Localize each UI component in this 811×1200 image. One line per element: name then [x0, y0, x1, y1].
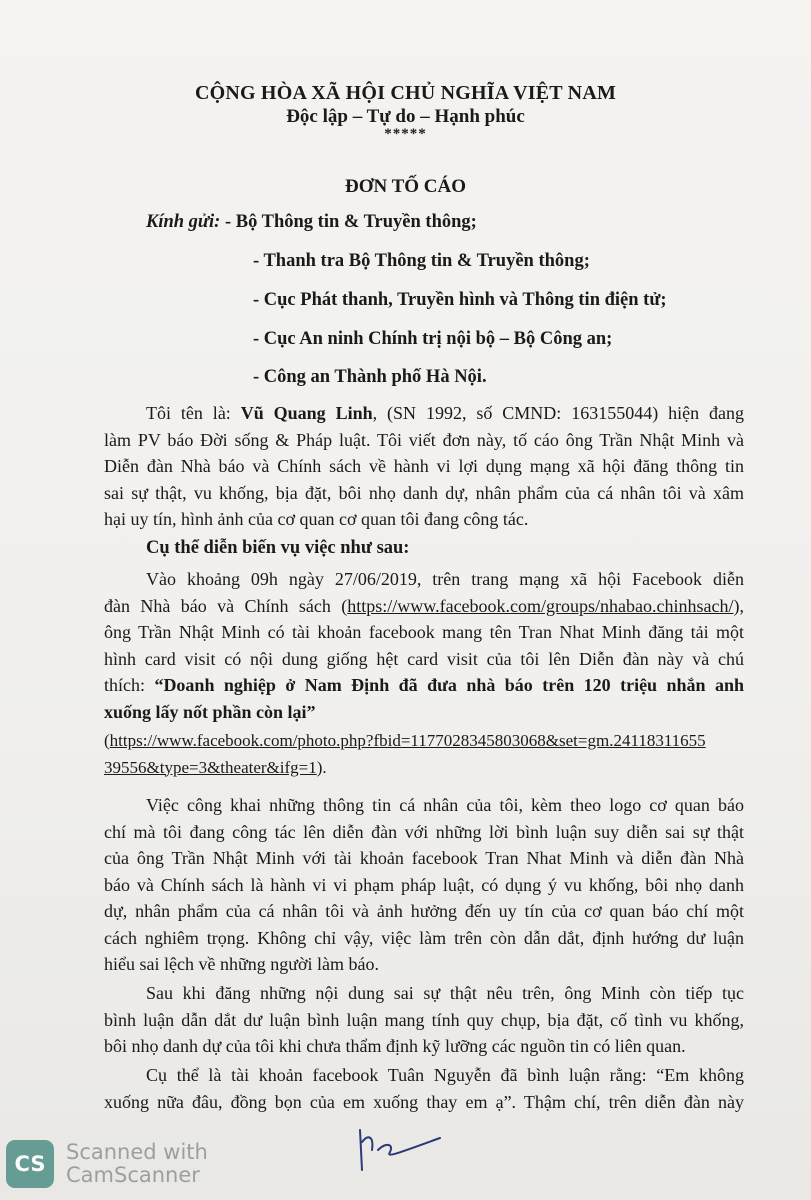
section-heading: Cụ thể diễn biến vụ việc như sau:: [146, 538, 410, 558]
paragraph-example: Cụ thể là tài khoản facebook Tuân Nguyễn đã bình luận rằng: “Em không xuống nữa đâu, đồng bọn của em xuống thay em ạ”. Thậm chí, trên diễn đàn này: [104, 1065, 744, 1112]
recipient-item: - Thanh tra Bộ Thông tin & Truyền thông;: [253, 251, 590, 271]
recipient-item: - Cục Phát thanh, Truyền hình và Thông tin điện tử;: [253, 290, 667, 310]
paragraph-comments: Sau khi đăng những nội dung sai sự thật nêu trên, ông Minh còn tiếp tục bình luận dẫn dắt dư luận bình luận mang tính quy chụp, bịa đặt, cố tình vu khống, bôi nhọ danh dự của tôi khi chưa thẩm định kỹ lưỡng các nguồn tin có liên quan.: [104, 983, 744, 1056]
quoted-caption: “Doanh nghiệp ở Nam Định đã đưa nhà báo trên 120 triệu nhắn anh: [154, 675, 744, 695]
facebook-photo-link-cont[interactable]: 39556&type=3&theater&ifg=1: [104, 757, 317, 777]
paragraph-violation: Việc công khai những thông tin cá nhân của tôi, kèm theo logo cơ quan báo chí mà tôi đang công tác lên diễn đàn với những lời bình luận suy diễn sai sự thật của ông Trần Nhật Minh với tài khoản facebook Tran Nhat Minh và diễn đàn Nhà báo và Chính sách là hành vi vi phạm pháp luật, có dụng ý vu khống, bôi nhọ danh dự, nhân phẩm của cá nhân tôi và ảnh hưởng đến uy tín của cơ quan báo chí một cách nghiêm trọng. Không chỉ vậy, việc làm trên còn dẫn dắt, định hướng dư luận hiểu sai lệch về những người làm báo.: [104, 795, 744, 974]
nation-header: CỘNG HÒA XÃ HỘI CHỦ NGHĨA VIỆT NAM: [194, 82, 617, 104]
photo-link-block: (https://www.facebook.com/photo.php?fbid=1177028345803068&set=gm.24118311655 39556&type=3&theater&ifg=1).: [104, 731, 706, 777]
watermark-line-2: CamScanner: [66, 1163, 200, 1187]
recipient-line-1: [146, 212, 477, 233]
recipient-item: - Công an Thành phố Hà Nội.: [253, 367, 487, 387]
camscanner-watermark: [6, 1140, 208, 1188]
watermark-line-1: Scanned with: [66, 1140, 208, 1164]
facebook-photo-link[interactable]: https://www.facebook.com/photo.php?fbid=1177028345803068&set=gm.24118311655: [109, 731, 706, 750]
recipients-label: Kính gửi:: [146, 212, 221, 232]
paragraph-incident: Vào khoảng 09h ngày 27/06/2019, trên trang mạng xã hội Facebook diễn đàn Nhà báo và Chính sách (https://www.facebook.com/groups/nhabao.chinhsach/), ông Trần Nhật Minh có tài khoản facebook mang tên Tran Nhat Minh đăng tải một hình card visit có nội dung giống hệt card visit của tôi lên Diễn đàn này và chú thích: “Doanh nghiệp ở Nam Định đã đưa nhà báo trên 120 triệu nhắn anh xuống lấy nốt phần còn lại”: [104, 566, 744, 725]
recipient-item: - Cục An ninh Chính trị nội bộ – Bộ Công an;: [253, 329, 613, 349]
document-title: ĐƠN TỐ CÁO: [344, 176, 467, 197]
recipient-item: - Bộ Thông tin & Truyền thông;: [224, 212, 477, 232]
stars-separator: *****: [384, 126, 427, 142]
handwritten-initials: [350, 1120, 450, 1180]
motto: Độc lập – Tự do – Hạnh phúc: [286, 106, 525, 127]
quoted-caption-end: xuống lấy nốt phần còn lại”: [104, 701, 316, 722]
facebook-group-link[interactable]: https://www.facebook.com/groups/nhabao.chinhsach/: [347, 595, 734, 616]
paragraph-identity: Tôi tên là: Vũ Quang Linh, (SN 1992, số CMND: 163155044) hiện đang làm PV báo Đời sống & Pháp luật. Tôi viết đơn này, tố cáo ông Trần Nhật Minh và Diễn đàn Nhà báo và Chính sách về hành vi lợi dụng mạng xã hội đăng thông tin sai sự thật, vu khống, bịa đặt, bôi nhọ danh dự, nhân phẩm của cá nhân tôi và xâm hại uy tín, hình ảnh của cơ quan cơ quan tôi đang công tác.: [104, 403, 744, 529]
camscanner-logo-icon: CS: [6, 1140, 54, 1188]
author-name: Vũ Quang Linh: [240, 403, 373, 423]
